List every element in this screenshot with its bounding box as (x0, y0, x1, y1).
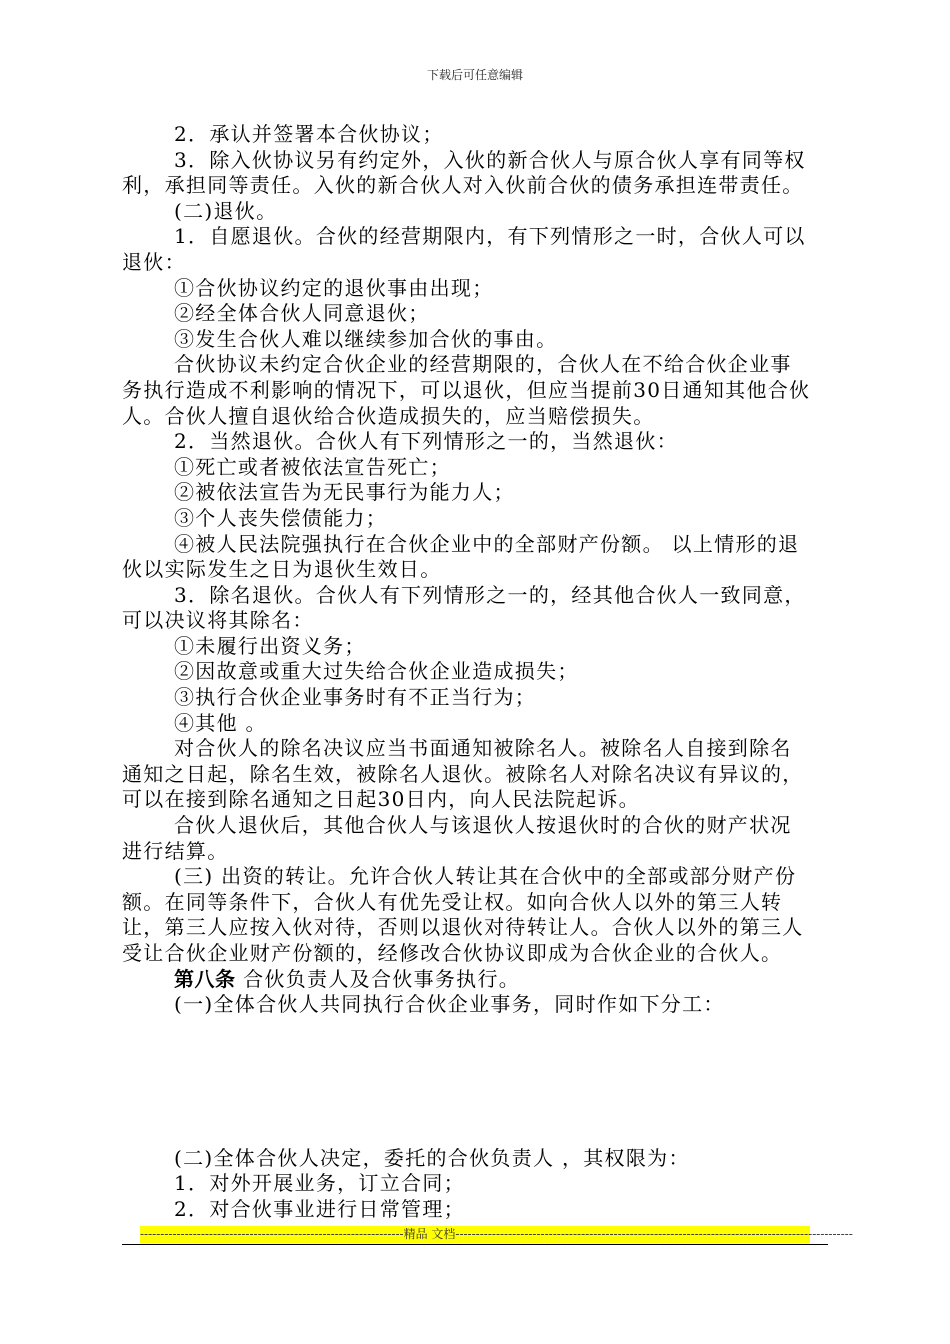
article-8-heading (122, 967, 812, 993)
paragraph: 合伙人退伙后，其他合伙人与该退伙人按退伙时的合伙的财产状况进行结算。 (122, 813, 792, 863)
paragraph: ④其他 。 (174, 710, 267, 735)
paragraph: ④被人民法院强执行在合伙企业中的全部财产份额。 以上情形的退伙以实际发生之日为退伙生效日。 (122, 531, 800, 582)
paragraph: 3．除名退伙。合伙人有下列情形之一的，经其他合伙人一致同意，可以决议将其除名： (122, 582, 806, 633)
footer-rule (122, 1244, 828, 1245)
paragraph: 2．承认并签署本合伙协议； (174, 122, 444, 146)
article-8-text: 合伙负责人及合伙事务执行。 (243, 966, 521, 991)
article-8-title: 第八条 (174, 966, 236, 991)
paragraph: ③个人丧失偿债能力； (174, 505, 387, 530)
paragraph: ①合伙协议约定的退伙事由出现； (174, 275, 494, 300)
document-body (122, 122, 812, 1223)
paragraph: (二)全体合伙人决定，委托的合伙负责人 ，其权限为： (174, 1145, 690, 1170)
blank-space (122, 1018, 812, 1146)
paragraph: (二)退伙。 (174, 198, 278, 223)
paragraph: 合伙协议未约定合伙企业的经营期限的，合伙人在不给合伙企业事务执行造成不利影响的情况下，可以退伙，但应当提前30日通知其他合伙人。合伙人擅自退伙给合伙造成损失的，应当赔偿损失。 (122, 352, 811, 428)
paragraph: ②经全体合伙人同意退伙； (174, 301, 430, 326)
page-header: 下载后可任意编辑 (426, 68, 523, 82)
footer-dashes-right: -------------------------------------------------------------------------------------------------- (455, 1227, 853, 1241)
footer-dashes-left: ----------------------------------------------------------------- (140, 1227, 404, 1241)
paragraph: (一)全体合伙人共同执行合伙企业事务，同时作如下分工： (174, 992, 725, 1017)
paragraph: 1．对外开展业务，订立合同； (174, 1171, 465, 1196)
paragraph: ③执行合伙企业事务时有不正当行为； (174, 685, 537, 710)
paragraph: ①死亡或者被依法宣告死亡； (174, 454, 451, 479)
footer-highlight-bar (140, 1226, 853, 1243)
paragraph: ③发生合伙人难以继续参加合伙的事由。 (174, 326, 558, 351)
paragraph: 3．除入伙协议另有约定外，入伙的新合伙人与原合伙人享有同等权利，承担同等责任。入伙的新合伙人对入伙前合伙的债务承担连带责任。 (122, 147, 806, 198)
paragraph: 2．当然退伙。合伙人有下列情形之一的，当然退伙： (174, 429, 678, 454)
paragraph: (三) 出资的转让。允许合伙人转让其在合伙中的全部或部分财产份额。在同等条件下，合伙人有优先受让权。如向合伙人以外的第三人转让，第三人应按入伙对待，否则以退伙对待转让人。合伙人以外的第三人受让合伙企业财产份额的，经修改合伙协议即成为合伙企业的合伙人。 (122, 864, 804, 965)
footer-label: 精品 文档 (403, 1227, 456, 1241)
paragraph: 2．对合伙事业进行日常管理； (174, 1196, 465, 1221)
paragraph: ②因故意或重大过失给合伙企业造成损失； (174, 659, 579, 684)
paragraph: 1．自愿退伙。合伙的经营期限内，有下列情形之一时，合伙人可以退伙： (122, 224, 806, 274)
paragraph: 对合伙人的除名决议应当书面通知被除名人。被除名人自接到除名通知之日起，除名生效，被除名人退伙。被除名人对除名决议有异议的，可以在接到除名通知之日起30日内，向人民法院起诉。 (122, 736, 804, 812)
paragraph: ②被依法宣告为无民事行为能力人； (174, 480, 515, 505)
paragraph: ①未履行出资义务； (174, 633, 366, 658)
